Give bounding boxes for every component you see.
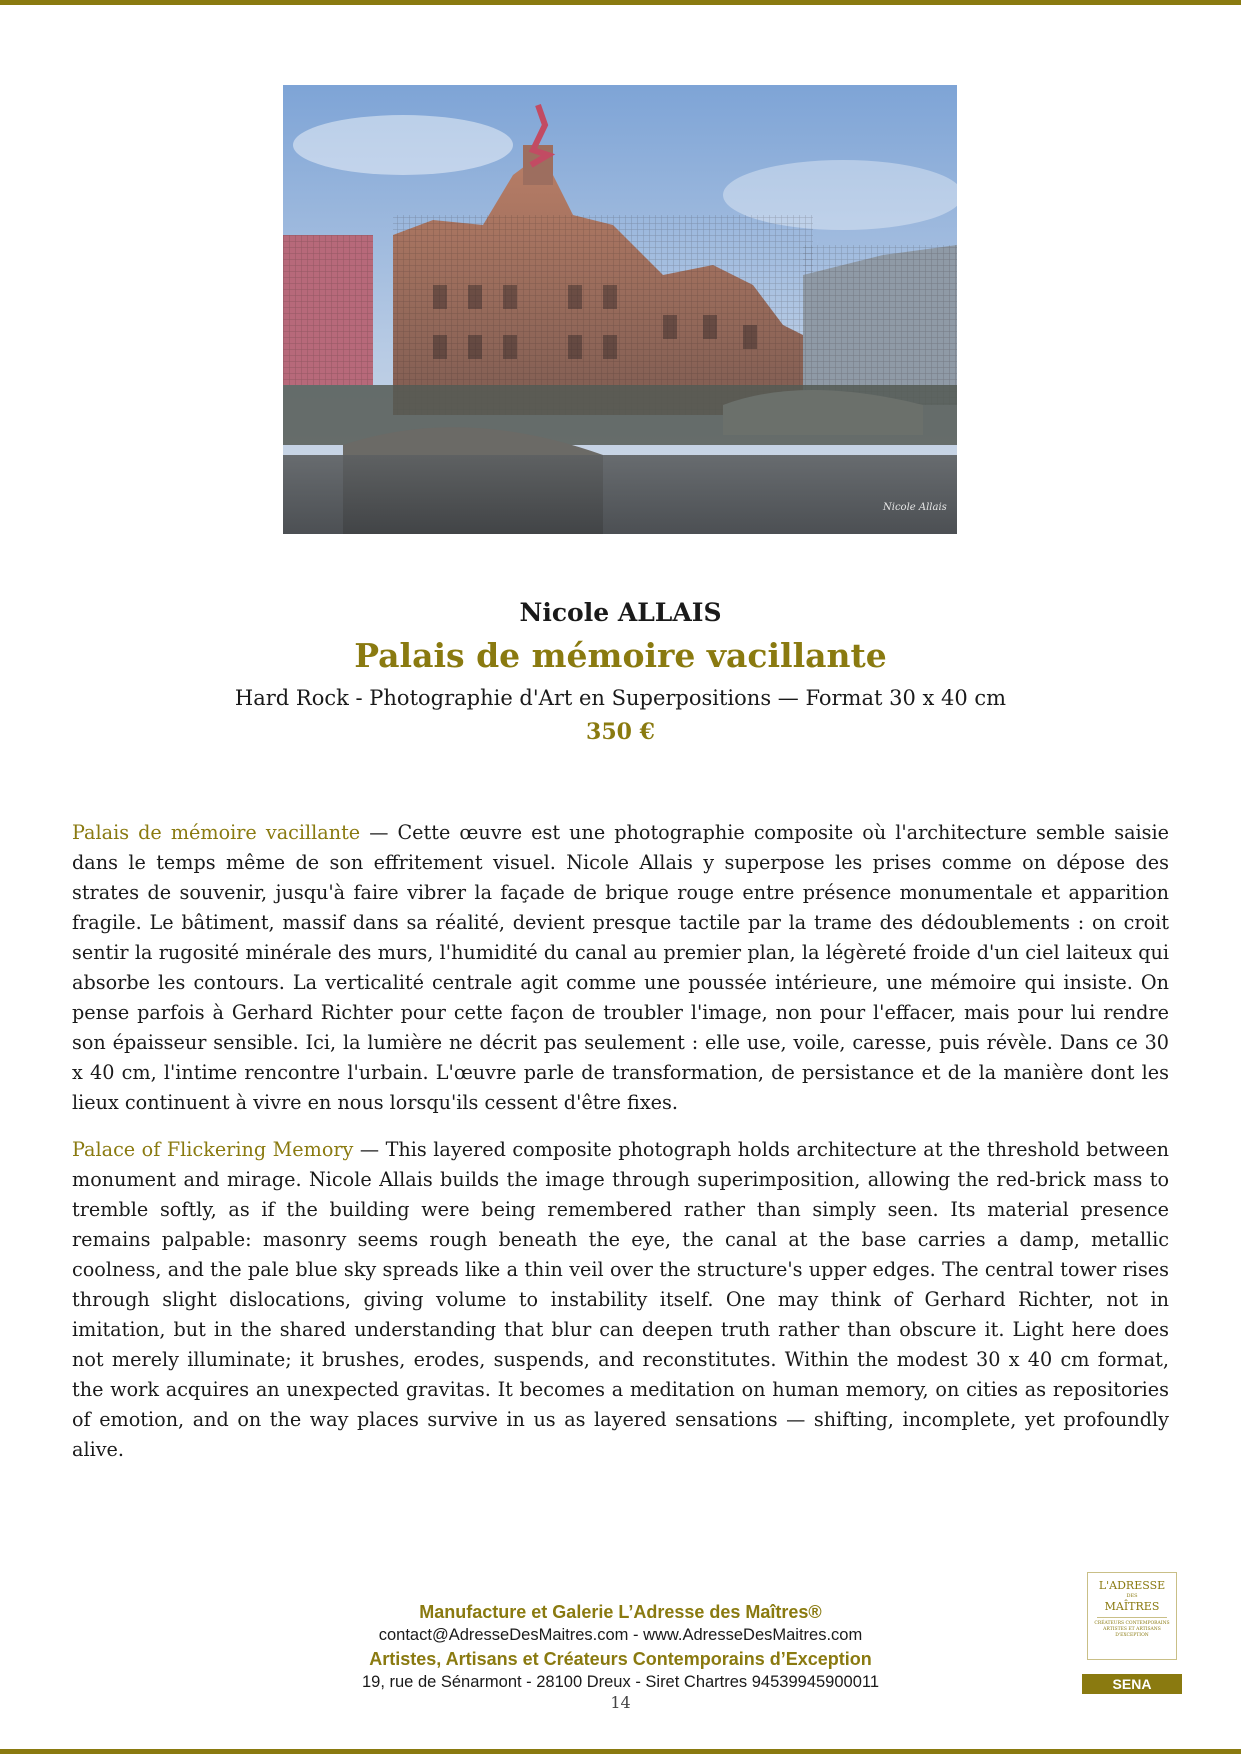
footer-address: 19, rue de Sénarmont - 28100 Dreux - Siret Chartres 94539945900011 [361,1673,880,1691]
top-border-rule [0,0,1241,5]
logo-divider [1097,1617,1167,1618]
footer-gallery-name: Manufacture et Galerie L’Adresse des Maîtres® [419,1602,822,1622]
description-english [72,1135,1169,1465]
sena-badge: SENA [1082,1674,1182,1694]
footer-contact: contact@AdresseDesMaitres.com - www.AdresseDesMaitres.com [378,1626,863,1644]
description-french-text: — Cette œuvre est une photographie composite où l'architecture semble saisie dans le temps même de son effritement visuel. Nicole Allais y superpose les prises comme on dépose des strates de souvenir, jusqu'à faire vibrer la façade de brique rouge entre présence monumentale et apparition fragile. Le bâtiment, massif dans sa réalité, devient presque tactile par la trame des dédoublements : on croit sentir la rugosité minérale des murs, l'humidité du canal au premier plan, la légèreté froide d'un ciel laiteux qui absorbe les contours. La verticalité centrale agit comme une poussée intérieure, une mémoire qui insiste. On pense parfois à Gerhard Richter pour cette façon de troubler l'image, non pour l'effacer, mais pour lui rendre son épaisseur sensible. Ici, la lumière ne décrit pas seulement : elle use, voile, caresse, puis révèle. Dans ce 30 x 40 cm, l'intime rencontre l'urbain. L'œuvre parle de transformation, de persistance et de la manière dont les lieux continuent à vivre en nous lorsqu'ils cessent d'être fixes. [72,821,1169,1114]
description-french-title: Palais de mémoire vacillante [72,821,361,844]
artist-name: Nicole ALLAIS [519,598,722,627]
logo-line-2: DES [1126,1593,1138,1599]
description-french [72,818,1169,1118]
page-number: 14 [610,1693,631,1712]
artwork-price: 350 € [586,719,655,745]
artwork-title: Palais de mémoire vacillante [354,636,887,675]
artwork-illustration [283,85,957,534]
description-body [72,818,1169,1482]
artwork-subtitle: Hard Rock - Photographie d'Art en Superpositions — Format 30 x 40 cm [234,686,1007,710]
bottom-border-rule [0,1749,1241,1754]
gallery-logo [1087,1572,1177,1660]
footer-tagline: Artistes, Artisans et Créateurs Contemporains d’Exception [369,1649,872,1669]
footer [0,1600,1241,1694]
logo-line-1: L'ADRESSE [1098,1579,1166,1592]
logo-line-3: MAÎTRES [1104,1600,1160,1613]
artwork-photograph [283,85,957,534]
logo-line-4: CRÉATEURS CONTEMPORAINS ARTISTES ET ARTISANS D'EXCEPTION [1094,1621,1170,1638]
artwork-signature: Nicole Allais [883,502,947,513]
description-english-text: — This layered composite photograph holds architecture at the threshold between monument and mirage. Nicole Allais builds the image through superimposition, allowing the red-brick mass to tremble softly, as if the building were being remembered rather than simply seen. Its material presence remains palpable: masonry seems rough beneath the eye, the canal at the base carries a damp, metallic coolness, and the pale blue sky spreads like a thin veil over the structure's upper edges. The central tower rises through slight dislocations, giving volume to instability itself. One may think of Gerhard Richter, not in imitation, but in the shared understanding that blur can deepen truth rather than obscure it. Light here does not merely illuminate; it brushes, erodes, suspends, and reconstitutes. Within the modest 30 x 40 cm format, the work acquires an unexpected gravitas. It becomes a meditation on human memory, on cities as repositories of emotion, and on the way places survive in us as layered sensations — shifting, incomplete, yet profoundly alive. [72,1138,1170,1461]
description-english-title: Palace of Flickering Memory [72,1138,354,1161]
